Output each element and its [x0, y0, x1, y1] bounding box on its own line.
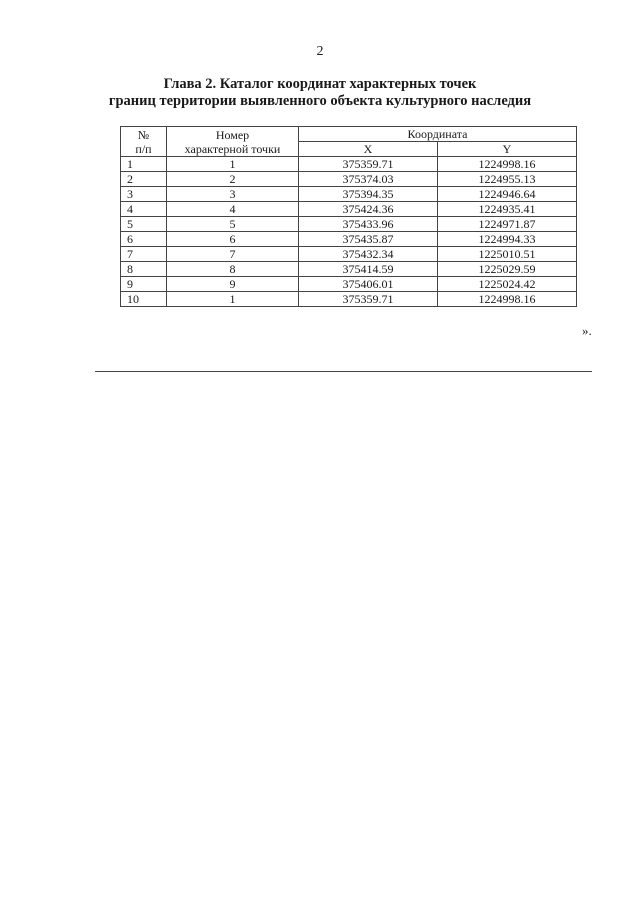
bottom-divider: [95, 371, 592, 372]
cell-y: 1225024.42: [438, 277, 577, 292]
header-coordinate: Координата: [299, 127, 577, 142]
header-num: [121, 127, 167, 157]
cell-num: 10: [121, 292, 167, 307]
cell-y: 1224971.87: [438, 217, 577, 232]
cell-point: 3: [167, 187, 299, 202]
header-x: X: [299, 142, 438, 157]
cell-y: 1224955.13: [438, 172, 577, 187]
coordinates-table: [120, 126, 577, 307]
table-row: [121, 292, 577, 307]
cell-x: 375432.34: [299, 247, 438, 262]
cell-x: 375359.71: [299, 292, 438, 307]
header-num-line-2: п/п: [135, 141, 152, 156]
cell-num: 8: [121, 262, 167, 277]
header-y: Y: [438, 142, 577, 157]
header-point-line-1: Номер: [215, 127, 250, 142]
cell-point: 9: [167, 277, 299, 292]
cell-num: 1: [121, 157, 167, 172]
cell-y: 1224998.16: [438, 292, 577, 307]
cell-x: 375359.71: [299, 157, 438, 172]
cell-point: 6: [167, 232, 299, 247]
cell-point: 1: [167, 292, 299, 307]
chapter-title-line-1: Глава 2. Каталог координат характерных точек: [163, 76, 477, 92]
cell-y: 1225029.59: [438, 262, 577, 277]
chapter-title: [0, 76, 640, 110]
cell-point: 7: [167, 247, 299, 262]
cell-y: 1224998.16: [438, 157, 577, 172]
cell-num: 5: [121, 217, 167, 232]
header-point: [167, 127, 299, 157]
cell-x: 375406.01: [299, 277, 438, 292]
cell-x: 375394.35: [299, 187, 438, 202]
cell-num: 9: [121, 277, 167, 292]
cell-num: 7: [121, 247, 167, 262]
table-row: [121, 202, 577, 217]
cell-point: 4: [167, 202, 299, 217]
closing-quote: ».: [582, 323, 592, 338]
cell-x: 375414.59: [299, 262, 438, 277]
cell-y: 1224935.41: [438, 202, 577, 217]
table-row: [121, 262, 577, 277]
table-row: [121, 172, 577, 187]
header-num-line-1: №: [137, 127, 150, 142]
cell-num: 2: [121, 172, 167, 187]
cell-num: 6: [121, 232, 167, 247]
cell-point: 2: [167, 172, 299, 187]
cell-y: 1225010.51: [438, 247, 577, 262]
page-number: 2: [316, 44, 324, 59]
cell-x: 375374.03: [299, 172, 438, 187]
table-row: [121, 232, 577, 247]
table-row: [121, 217, 577, 232]
cell-y: 1224946.64: [438, 187, 577, 202]
cell-point: 1: [167, 157, 299, 172]
chapter-title-line-2: границ территории выявленного объекта культурного наследия: [108, 93, 532, 109]
cell-point: 5: [167, 217, 299, 232]
cell-x: 375435.87: [299, 232, 438, 247]
cell-x: 375424.36: [299, 202, 438, 217]
cell-x: 375433.96: [299, 217, 438, 232]
cell-num: 3: [121, 187, 167, 202]
table-header-row-1: [121, 127, 577, 142]
cell-y: 1224994.33: [438, 232, 577, 247]
table-row: [121, 157, 577, 172]
cell-point: 8: [167, 262, 299, 277]
header-point-line-2: характерной точки: [184, 141, 281, 156]
cell-num: 4: [121, 202, 167, 217]
table-row: [121, 247, 577, 262]
coordinates-table-wrapper: [120, 126, 576, 307]
table-row: [121, 277, 577, 292]
table-row: [121, 187, 577, 202]
